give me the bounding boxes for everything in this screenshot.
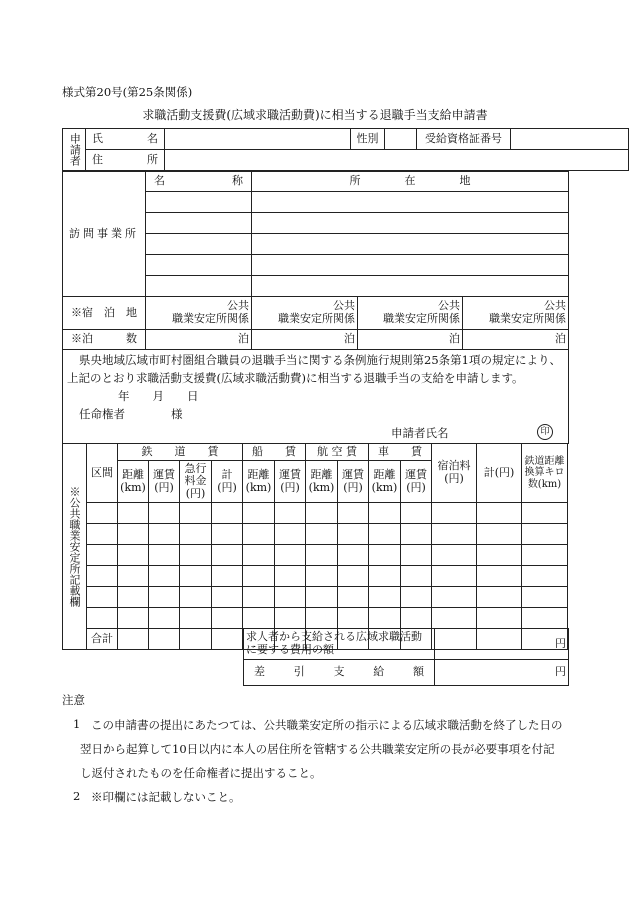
lodging-office-2[interactable]: 公共 職業安定所関係 (252, 297, 358, 330)
lodging-office-1[interactable]: 公共 職業安定所関係 (146, 297, 252, 330)
name-label: 氏 名 (86, 129, 165, 150)
note-2-text: ※印欄には記載しないこと。 (91, 790, 241, 804)
visit-name-2[interactable] (146, 213, 252, 234)
lodging-fee-header: 宿泊料(円) (432, 444, 477, 503)
interval-header: 区間 (87, 444, 118, 503)
visit-name-5[interactable] (146, 276, 252, 297)
office-vertical-label: ※公共職業安定所記載欄 (63, 444, 87, 650)
name-field[interactable] (165, 129, 351, 150)
lodging-office-3[interactable]: 公共 職業安定所関係 (358, 297, 463, 330)
lodging-place-label: ※宿 泊 地 (63, 297, 146, 330)
gender-field[interactable] (385, 129, 417, 150)
table-row[interactable] (63, 608, 568, 629)
lodging-office-4[interactable]: 公共 職業安定所関係 (463, 297, 569, 330)
visit-name-1[interactable] (146, 192, 252, 213)
visit-location-5[interactable] (252, 276, 569, 297)
car-distance-header: 距離(km) (369, 461, 401, 503)
nights-label: ※泊 数 (63, 330, 146, 350)
visit-col-name: 名 称 (146, 172, 252, 192)
form-title: 求職活動支援費(広域求職活動費)に相当する退職手当支給申請書 (142, 108, 488, 122)
form-number: 様式第20号(第25条関係) (62, 85, 193, 99)
address-label: 住 所 (86, 150, 165, 171)
visit-col-location: 所 在 地 (252, 172, 569, 192)
nights-2[interactable]: 泊 (252, 330, 358, 350)
air-header: 航 空 賃 (306, 444, 369, 461)
table-row[interactable] (63, 503, 568, 524)
car-fare-header: 運賃(円) (401, 461, 432, 503)
car-header: 車 賃 (369, 444, 432, 461)
rail-subtotal-header: 計(円) (212, 461, 243, 503)
seal-mark: 印 (537, 424, 553, 440)
table-row[interactable] (63, 587, 568, 608)
note-1-line-3: し返付されたものを任命権者に提出すること。 (80, 766, 322, 780)
table-row[interactable] (63, 566, 568, 587)
note-1-line-2: 翌日から起算して10日以内に本人の居住所を管轄する公共職業安定所の長が必要事項を付記 (80, 742, 555, 756)
visit-location-4[interactable] (252, 255, 569, 276)
address-field[interactable] (165, 150, 629, 171)
statement-line-1: 県央地域広域市町村圏組合職員の退職手当に関する条例施行規則第25条第1項の規定により、 (79, 353, 561, 367)
appointer-line: 任命権者 様 (79, 407, 183, 421)
nights-4[interactable]: 泊 (463, 330, 569, 350)
visit-name-3[interactable] (146, 234, 252, 255)
visit-label: 訪問事業所 (63, 172, 146, 297)
note-1-line-1: この申請書の提出にあたつては、公共職業安定所の指示による広域求職活動を終了した日の (91, 718, 563, 732)
net-amount[interactable]: 円 (435, 660, 569, 686)
applicant-table (62, 128, 629, 171)
office-table (62, 443, 568, 650)
statement-line-2: 上記のとおり求職活動支援費(広域求職活動費)に相当する退職手当の支給を申請します。 (67, 371, 524, 385)
cert-label: 受給資格証番号 (417, 129, 511, 150)
applicant-name-label: 申請者氏名 (391, 426, 449, 440)
notes-heading: 注意 (62, 693, 85, 707)
ship-fare-header: 運賃(円) (275, 461, 306, 503)
note-1-number: 1 (73, 717, 81, 731)
rail-fare-header: 運賃(円) (149, 461, 180, 503)
visit-location-1[interactable] (252, 192, 569, 213)
summary-table (243, 628, 569, 686)
air-fare-header: 運賃(円) (338, 461, 369, 503)
ship-header: 船 賃 (243, 444, 306, 461)
nights-1[interactable]: 泊 (146, 330, 252, 350)
note-2-number: 2 (73, 789, 81, 803)
ship-distance-header: 距離(km) (243, 461, 275, 503)
rail-express-header: 急行料金(円) (180, 461, 212, 503)
rail-km-header: 鉄道距離換算キロ数(km) (522, 444, 568, 503)
statement-date[interactable]: 年 月 日 (118, 389, 199, 403)
nights-3[interactable]: 泊 (358, 330, 463, 350)
employer-paid-amount[interactable]: 円 (435, 629, 569, 660)
visit-name-4[interactable] (146, 255, 252, 276)
employer-paid-label: 求人者から支給される広域求職活動に要する費用の額 (244, 629, 435, 660)
rail-distance-header: 距離(km) (118, 461, 149, 503)
net-label: 差 引 支 給 額 (244, 660, 435, 686)
statement-cell (63, 350, 569, 444)
visit-location-3[interactable] (252, 234, 569, 255)
air-distance-header: 距離(km) (306, 461, 338, 503)
table-row[interactable] (63, 524, 568, 545)
total-row-label: 合計 (87, 629, 118, 650)
visit-location-2[interactable] (252, 213, 569, 234)
cert-field[interactable] (511, 129, 629, 150)
rail-header: 鉄 道 賃 (118, 444, 243, 461)
applicant-group-label: 申請者 (63, 129, 86, 171)
visit-table (62, 171, 569, 444)
gender-label: 性別 (351, 129, 385, 150)
table-row[interactable] (63, 545, 568, 566)
total-header: 計(円) (477, 444, 522, 503)
